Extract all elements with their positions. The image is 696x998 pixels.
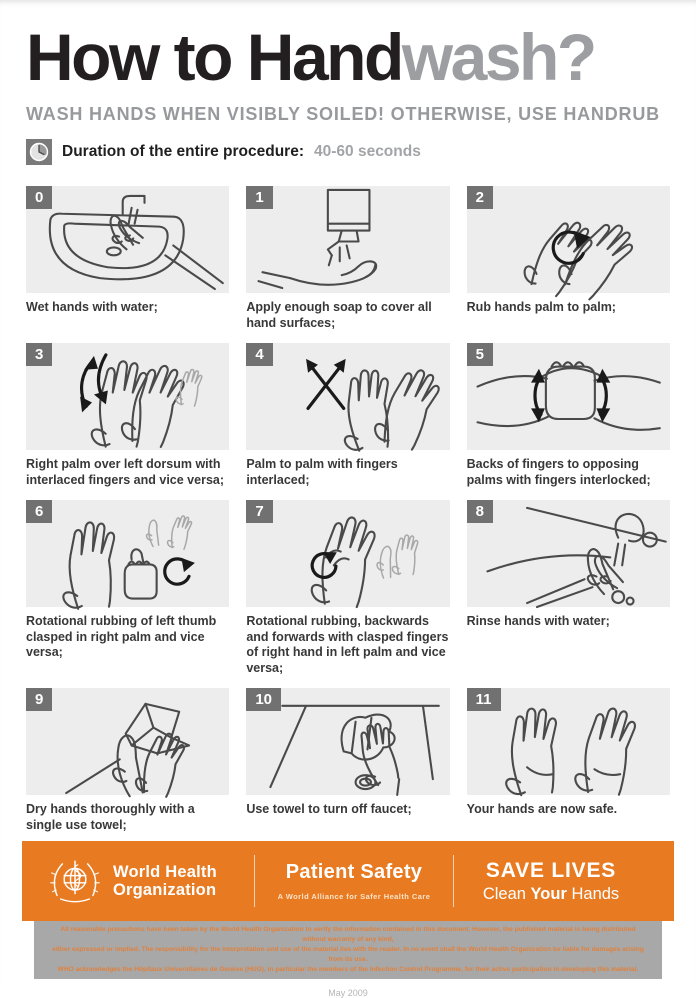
duration-value: 40-60 seconds <box>314 143 421 161</box>
org-name-line1: World Health <box>113 862 217 881</box>
who-logo-icon <box>48 854 102 908</box>
steps-grid <box>26 186 670 833</box>
step-cell-7 <box>246 500 449 676</box>
date-label: May 2009 <box>328 987 368 998</box>
step-caption-4: Palm to palm with fingers interlaced; <box>246 457 398 487</box>
org-name-line2: Organization <box>113 881 217 900</box>
step-panel-2 <box>467 186 670 293</box>
clean-post: Hands <box>566 884 620 903</box>
disclaimer-line-2: either expressed or implied. The responsibility for the interpretation and use of the material lies with the reader. In no event shall the World Health Organization be liable for damages arising from its use. <box>52 946 644 963</box>
step-badge-9: 9 <box>26 688 52 711</box>
illustration-backs-of-fingers <box>467 343 670 450</box>
step-badge-2: 2 <box>467 186 493 209</box>
illustration-fingers-interlaced <box>246 343 449 450</box>
illustration-apply-soap <box>246 186 449 293</box>
step-caption-9: Dry hands thoroughly with a single use towel; <box>26 802 195 832</box>
step-caption-2: Rub hands palm to palm; <box>466 300 616 315</box>
step-caption-1: Apply enough soap to cover all hand surfaces; <box>246 300 432 330</box>
step-cell-8 <box>467 500 670 676</box>
step-cell-0 <box>26 186 229 331</box>
patient-safety-block <box>255 861 453 901</box>
step-badge-7: 7 <box>246 500 272 523</box>
step-caption-8: Rinse hands with water; <box>466 614 610 629</box>
step-panel-3 <box>26 343 229 450</box>
step-caption-3: Right palm over left dorsum with interlaced fingers and vice versa; <box>26 457 225 487</box>
step-cell-1 <box>246 186 449 331</box>
step-cell-10 <box>246 688 449 833</box>
step-cell-2 <box>467 186 670 331</box>
clean-bold: Your <box>530 884 567 903</box>
title-main: How to Hand <box>26 20 402 94</box>
footer-banner <box>22 841 674 921</box>
illustration-thumb-rubbing <box>26 500 229 607</box>
step-panel-6 <box>26 500 229 607</box>
clean-pre: Clean <box>482 884 531 903</box>
patient-safety-title: Patient Safety <box>285 861 423 884</box>
illustration-palm-to-palm <box>467 186 670 293</box>
step-badge-1: 1 <box>246 186 272 209</box>
step-panel-4 <box>246 343 449 450</box>
step-caption-11: Your hands are now safe. <box>466 802 618 817</box>
illustration-palm-over-dorsum <box>26 343 229 450</box>
step-panel-5 <box>467 343 670 450</box>
save-lives-block <box>454 859 648 904</box>
illustration-wet-hands <box>26 186 229 293</box>
save-lives-title: SAVE LIVES <box>485 858 617 882</box>
step-cell-4 <box>246 343 449 488</box>
clean-your-hands <box>454 885 648 904</box>
step-panel-1 <box>246 186 449 293</box>
step-panel-8 <box>467 500 670 607</box>
disclaimer-text <box>34 921 662 978</box>
step-caption-0: Wet hands with water; <box>26 300 158 315</box>
step-cell-5 <box>467 343 670 488</box>
step-caption-6: Rotational rubbing of left thumb clasped in right palm and vice versa; <box>26 614 217 660</box>
subtitle: WASH HANDS WHEN VISIBLY SOILED! OTHERWISE, USE HANDRUB <box>26 104 660 125</box>
step-panel-11 <box>467 688 670 795</box>
step-badge-6: 6 <box>26 500 52 523</box>
alliance-subtitle: A World Alliance for Safer Health Care <box>277 892 431 902</box>
step-caption-5: Backs of fingers to opposing palms with fingers interlocked; <box>466 457 651 487</box>
duration-label: Duration of the entire procedure: <box>62 143 304 161</box>
step-panel-7 <box>246 500 449 607</box>
step-badge-0: 0 <box>26 186 52 209</box>
disclaimer-line-1: All reasonable precautions have been taken by the World Health Organization to verify the information contained in this document. However, the published material is being distributed without warranty of any kind, <box>60 926 636 944</box>
step-panel-9 <box>26 688 229 795</box>
illustration-clasped-fingers <box>246 500 449 607</box>
step-panel-10 <box>246 688 449 795</box>
step-caption-7: Rotational rubbing, backwards and forwards with clasped fingers of right hand in left palm and vice versa; <box>246 614 449 675</box>
step-cell-9 <box>26 688 229 833</box>
step-badge-5: 5 <box>467 343 493 366</box>
step-caption-10: Use towel to turn off faucet; <box>246 802 412 817</box>
step-cell-11 <box>467 688 670 833</box>
title-accent: wash? <box>401 20 595 94</box>
step-badge-10: 10 <box>246 688 281 711</box>
disclaimer-line-3: WHO acknowledges the Hôpitaux Universitaires de Genève (HUG), in particular the members of the Infection Control Programme, for their active participation in developing this material. <box>57 965 639 973</box>
page-title <box>26 20 670 94</box>
step-badge-4: 4 <box>246 343 272 366</box>
clock-icon <box>26 139 52 165</box>
who-logo-block <box>48 854 254 908</box>
illustration-dry-hands <box>26 688 229 795</box>
duration-row <box>26 139 670 165</box>
step-cell-3 <box>26 343 229 488</box>
step-badge-3: 3 <box>26 343 52 366</box>
illustration-rinse-hands <box>467 500 670 607</box>
step-badge-11: 11 <box>467 688 501 711</box>
step-badge-8: 8 <box>467 500 493 523</box>
step-panel-0 <box>26 186 229 293</box>
org-name <box>113 863 217 900</box>
step-cell-6 <box>26 500 229 676</box>
